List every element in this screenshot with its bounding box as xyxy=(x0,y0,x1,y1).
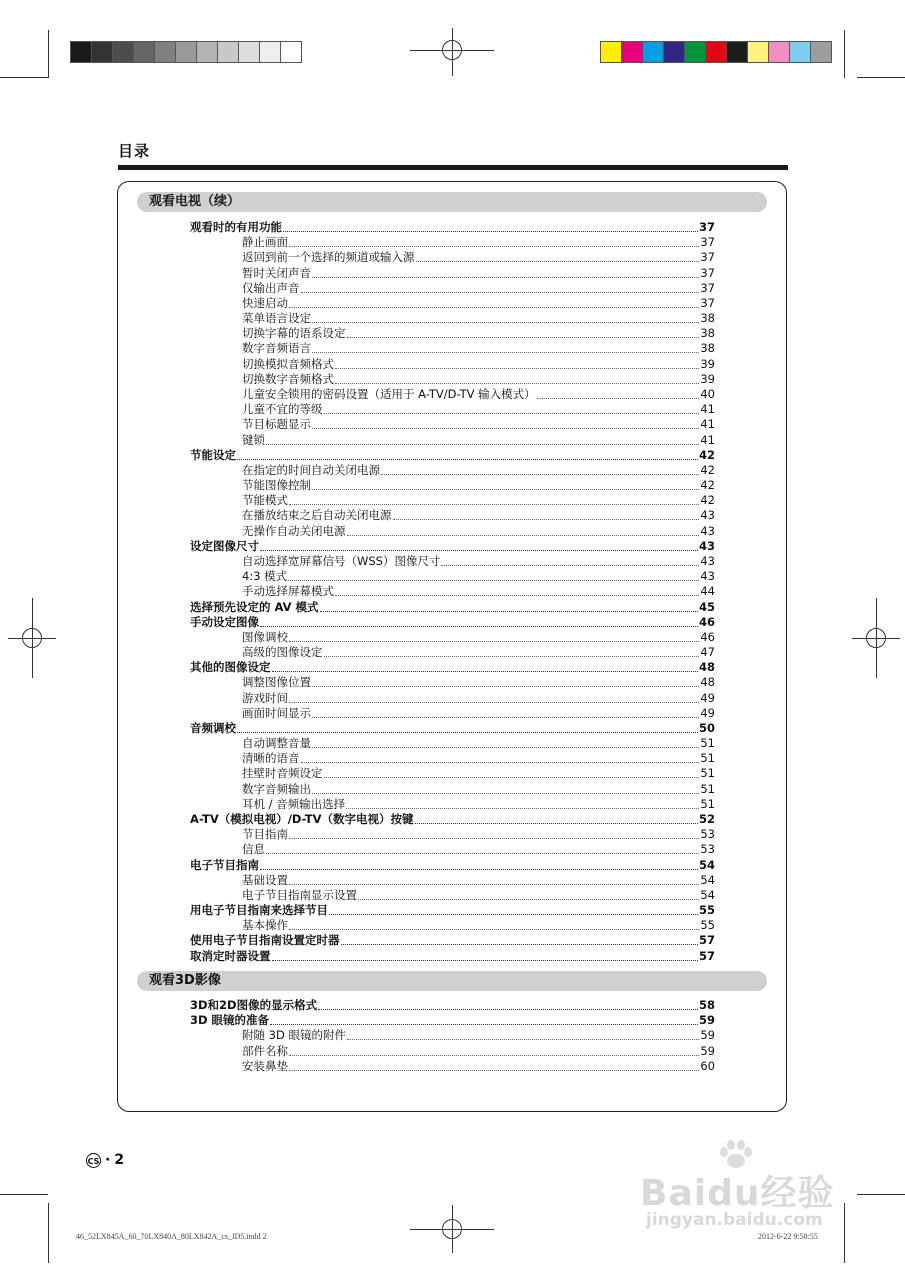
toc-entry-title: 切换字幕的语系设定 xyxy=(242,326,346,341)
toc-entry-title: 自动选择宽屏幕信号（WSS）图像尺寸 xyxy=(242,553,441,568)
dot-leader xyxy=(537,398,700,399)
toc-page-number: 51 xyxy=(700,781,715,796)
toc-page-number: 55 xyxy=(700,918,715,933)
toc-entry-row xyxy=(242,524,715,539)
dot-leader xyxy=(289,246,699,247)
dot-leader xyxy=(393,519,700,520)
calibration-swatch xyxy=(747,42,768,62)
dot-leader xyxy=(272,960,698,961)
toc-entry-title: 切换模拟音频格式 xyxy=(242,356,334,371)
toc-page-number: 37 xyxy=(700,250,715,265)
toc-page-number: 38 xyxy=(700,341,715,356)
toc-page-number: 54 xyxy=(700,872,715,887)
registration-mark xyxy=(442,1219,462,1239)
toc-entry-title: 使用电子节目指南设置定时器 xyxy=(190,933,340,948)
dot-leader xyxy=(266,853,699,854)
dot-leader xyxy=(335,383,699,384)
toc-entry-title: 静止画面 xyxy=(242,235,288,250)
calibration-swatch xyxy=(133,42,154,62)
toc-entry-row xyxy=(242,1028,715,1043)
toc-entry-row xyxy=(242,691,715,706)
dot-leader xyxy=(341,944,698,945)
toc-entry-title: 在播放结束之后自动关闭电源 xyxy=(242,508,392,523)
dot-leader xyxy=(260,626,698,627)
dot-leader xyxy=(415,823,698,824)
toc-entry-row xyxy=(242,554,715,569)
toc-heading-row xyxy=(190,448,715,463)
toc-entry-title: 仅输出声音 xyxy=(242,280,300,295)
toc-entry-title: 画面时间显示 xyxy=(242,705,311,720)
toc-heading-row xyxy=(190,660,715,675)
toc-entry-title: 图像调校 xyxy=(242,629,288,644)
toc-entry-row xyxy=(242,569,715,584)
toc-entry-title: 数字音频输出 xyxy=(242,781,311,796)
calibration-swatch xyxy=(663,42,684,62)
toc-page-number: 60 xyxy=(700,1058,715,1073)
toc-page-number: 41 xyxy=(700,432,715,447)
toc-heading-row xyxy=(190,1013,715,1028)
page-number xyxy=(86,1152,124,1168)
toc-entry-row xyxy=(242,1059,715,1074)
dot-leader xyxy=(347,1039,699,1040)
toc-page-number: 50 xyxy=(698,720,715,735)
calibration-swatch xyxy=(280,42,301,62)
toc-entry-title: 暂时关闭声音 xyxy=(242,265,311,280)
toc-page-number: 53 xyxy=(700,827,715,842)
toc-page-number: 54 xyxy=(700,887,715,902)
file-slug: 46_52LX845A_60_70LX840A_80LX842A_cs_ID5.indd 2 xyxy=(76,1232,267,1241)
page-number-value: 2 xyxy=(114,1152,125,1168)
toc-page-number: 46 xyxy=(698,614,715,629)
dot-leader xyxy=(260,869,698,870)
toc-page-number: 55 xyxy=(698,903,715,918)
dot-leader xyxy=(324,656,700,657)
dot-leader xyxy=(237,732,698,733)
toc-entry-title: 3D 眼镜的准备 xyxy=(190,1013,270,1028)
toc-entry-title: 4:3 模式 xyxy=(242,569,288,584)
registration-mark xyxy=(442,40,462,60)
toc-page-number: 51 xyxy=(700,751,715,766)
toc-entry-title: 节能图像控制 xyxy=(242,478,311,493)
calibration-swatch xyxy=(71,42,91,62)
dot-leader xyxy=(289,641,699,642)
toc-page-number: 46 xyxy=(700,629,715,644)
crop-mark xyxy=(48,30,49,78)
toc-entry-row xyxy=(242,296,715,311)
toc-entry-row xyxy=(242,797,715,812)
dot-leader xyxy=(312,352,699,353)
toc-heading-row xyxy=(190,903,715,918)
dot-leader xyxy=(346,808,699,809)
toc-heading-row xyxy=(190,615,715,630)
toc-page-number: 40 xyxy=(700,386,715,401)
page-separator: · xyxy=(105,1152,111,1168)
calibration-swatch xyxy=(196,42,217,62)
dot-leader xyxy=(289,1055,699,1056)
toc-entry-row xyxy=(242,873,715,888)
toc-heading-row xyxy=(190,220,715,235)
watermark-logo: Baidu经验 xyxy=(640,1173,835,1214)
toc-entry-row xyxy=(242,842,715,857)
toc-page-number: 37 xyxy=(700,295,715,310)
calibration-swatch xyxy=(154,42,175,62)
toc-page-number: 58 xyxy=(698,998,715,1012)
toc-entry-title: A-TV（模拟电视）/D-TV（数字电视）按键 xyxy=(190,812,414,827)
toc-entry-title: 返回到前一个选择的频道或输入源 xyxy=(242,250,415,265)
calibration-swatch xyxy=(112,42,133,62)
calibration-swatch xyxy=(684,42,705,62)
toc-page-number: 51 xyxy=(700,766,715,781)
dot-leader xyxy=(441,565,699,566)
toc-entry-row xyxy=(242,433,715,448)
toc-page-number: 39 xyxy=(700,356,715,371)
toc-entry-row xyxy=(242,417,715,432)
toc-entry-title: 手动选择屏幕模式 xyxy=(242,584,334,599)
toc-page-number: 42 xyxy=(700,462,715,477)
toc-entry-title: 设定图像尺寸 xyxy=(190,538,259,553)
toc-entry-title: 选择预先设定的 AV 模式 xyxy=(190,599,319,614)
toc-page-number: 37 xyxy=(700,280,715,295)
dot-leader xyxy=(260,550,698,551)
registration-mark xyxy=(866,628,886,648)
toc-entry-title: 清晰的语音 xyxy=(242,751,300,766)
toc-page-number: 47 xyxy=(700,645,715,660)
toc-entry-title: 音频调校 xyxy=(190,720,236,735)
toc-page-number: 53 xyxy=(700,842,715,857)
dot-leader xyxy=(347,535,700,536)
toc-page-number: 38 xyxy=(700,311,715,326)
toc-page-number: 41 xyxy=(700,417,715,432)
toc-page-number: 57 xyxy=(698,933,715,948)
calibration-swatch xyxy=(621,42,642,62)
calibration-swatch xyxy=(238,42,259,62)
toc-entry-row xyxy=(242,782,715,797)
toc-entry-title: 节能设定 xyxy=(190,447,236,462)
dot-leader xyxy=(270,1024,698,1025)
toc-entry-row xyxy=(242,918,715,933)
dot-leader xyxy=(289,307,699,308)
toc-entry-title: 儿童不宜的等级 xyxy=(242,402,323,417)
dot-leader xyxy=(358,899,699,900)
toc-page-number: 59 xyxy=(700,1028,715,1043)
calibration-swatch xyxy=(726,42,747,62)
header-rule xyxy=(118,165,788,170)
toc-page-number: 52 xyxy=(698,812,715,827)
toc-page-number: 43 xyxy=(700,553,715,568)
toc-entry-title: 游戏时间 xyxy=(242,690,288,705)
toc-entry-row xyxy=(242,357,715,372)
toc-page-number: 42 xyxy=(700,478,715,493)
dot-leader xyxy=(289,1070,699,1071)
toc-entry-title: 其他的图像设定 xyxy=(190,660,271,675)
toc-page-number: 51 xyxy=(700,736,715,751)
dot-leader xyxy=(318,1009,698,1010)
toc-entry-title: 取消定时器设置 xyxy=(190,948,271,963)
toc-page-number: 48 xyxy=(698,660,715,675)
toc-page-number: 37 xyxy=(698,220,715,234)
toc-entry-row xyxy=(242,402,715,417)
dot-leader xyxy=(289,702,699,703)
toc-entry-row xyxy=(242,706,715,721)
dot-leader xyxy=(237,459,698,460)
toc-heading-row xyxy=(190,933,715,948)
toc-entry-title: 挂壁时音频设定 xyxy=(242,766,323,781)
toc-entry-title: 耳机 / 音频输出选择 xyxy=(242,796,346,811)
calibration-swatch xyxy=(642,42,663,62)
toc-entry-row xyxy=(242,387,715,402)
toc-entry-title: 观看时的有用功能 xyxy=(190,220,282,234)
toc-entry-title: 节能模式 xyxy=(242,493,288,508)
toc-entry-title: 基础设置 xyxy=(242,872,288,887)
section-header: 观看电视（续） xyxy=(137,192,767,212)
dot-leader xyxy=(381,474,699,475)
dot-leader xyxy=(335,595,699,596)
crop-mark xyxy=(844,1203,845,1263)
dot-leader xyxy=(312,686,699,687)
toc-page-number: 42 xyxy=(700,493,715,508)
dot-leader xyxy=(266,444,699,445)
dot-leader xyxy=(416,261,700,262)
toc-entry-row xyxy=(242,827,715,842)
dot-leader xyxy=(347,337,700,338)
toc-page-number: 59 xyxy=(700,1043,715,1058)
toc-heading-row xyxy=(190,600,715,615)
toc-page-number: 59 xyxy=(698,1013,715,1028)
toc-page-number: 39 xyxy=(700,371,715,386)
dot-leader xyxy=(289,884,699,885)
calibration-swatch xyxy=(768,42,789,62)
toc-entry-title: 数字音频语言 xyxy=(242,341,311,356)
dot-leader xyxy=(329,914,698,915)
dot-leader xyxy=(301,292,700,293)
dot-leader xyxy=(335,368,699,369)
toc-page-number: 43 xyxy=(698,538,715,553)
dot-leader xyxy=(301,762,700,763)
watermark-url: jingyan.baidu.com xyxy=(646,1210,823,1230)
crop-mark xyxy=(0,77,48,78)
toc-entry-title: 调整图像位置 xyxy=(242,675,311,690)
dot-leader xyxy=(272,671,698,672)
toc-entry-title: 手动设定图像 xyxy=(190,614,259,629)
toc-entry-row xyxy=(242,1044,715,1059)
toc-entry-title: 无操作自动关闭电源 xyxy=(242,523,346,538)
toc-entry-row xyxy=(242,675,715,690)
toc-page-number: 41 xyxy=(700,402,715,417)
dot-leader xyxy=(312,428,699,429)
toc-page-number: 42 xyxy=(698,447,715,462)
crop-mark xyxy=(0,1194,48,1195)
toc-entry-title: 用电子节目指南来选择节目 xyxy=(190,903,328,918)
dot-leader xyxy=(288,580,699,581)
language-badge: CS xyxy=(86,1153,101,1168)
toc-page-number: 49 xyxy=(700,690,715,705)
date-slug: 2012-6-22 9:50:55 xyxy=(758,1232,818,1241)
dot-leader xyxy=(312,717,699,718)
toc-entry-title: 附随 3D 眼镜的附件 xyxy=(242,1028,346,1043)
toc-page-number: 48 xyxy=(700,675,715,690)
toc-entry-title: 自动调整音量 xyxy=(242,736,311,751)
calibration-swatch xyxy=(217,42,238,62)
toc-heading-row xyxy=(190,721,715,736)
toc-entry-row xyxy=(242,508,715,523)
toc-entry-title: 节目标题显示 xyxy=(242,417,311,432)
toc-entry-row xyxy=(242,235,715,250)
toc-entry-row xyxy=(242,584,715,599)
toc-page-number: 45 xyxy=(698,599,715,614)
calibration-swatch xyxy=(789,42,810,62)
dot-leader xyxy=(312,747,699,748)
toc-entry-row xyxy=(242,281,715,296)
toc-page-number: 57 xyxy=(698,948,715,963)
calibration-swatch xyxy=(175,42,196,62)
calibration-swatch xyxy=(601,42,621,62)
toc-heading-row xyxy=(190,812,715,827)
toc-entry-title: 高级的图像设定 xyxy=(242,645,323,660)
crop-mark xyxy=(48,1203,49,1263)
toc-page-number: 49 xyxy=(700,705,715,720)
toc-page-number: 37 xyxy=(700,235,715,250)
toc-page-number: 43 xyxy=(700,569,715,584)
crop-mark xyxy=(844,30,845,78)
dot-leader xyxy=(320,611,698,612)
dot-leader xyxy=(283,231,698,232)
toc-entry-title: 在指定的时间自动关闭电源 xyxy=(242,462,380,477)
page-title: 目录 xyxy=(118,142,151,160)
toc-entry-title: 安装鼻垫 xyxy=(242,1058,288,1073)
toc-entry-row xyxy=(242,266,715,281)
toc-entry-row xyxy=(242,341,715,356)
toc-page-number: 37 xyxy=(700,265,715,280)
toc-entry-title: 电子节目指南显示设置 xyxy=(242,887,357,902)
dot-leader xyxy=(312,793,699,794)
color-calibration-bar xyxy=(600,41,832,63)
toc-entry-title: 电子节目指南 xyxy=(190,857,259,872)
toc-heading-row xyxy=(190,949,715,964)
toc-entry-row xyxy=(242,766,715,781)
section-header: 观看3D影像 xyxy=(137,971,767,991)
toc-entry-row xyxy=(242,311,715,326)
grayscale-calibration-bar xyxy=(70,41,302,63)
toc-entry-row xyxy=(242,493,715,508)
toc-page-number: 43 xyxy=(700,523,715,538)
toc-entry-row xyxy=(242,645,715,660)
dot-leader xyxy=(289,838,699,839)
toc-heading-row xyxy=(190,539,715,554)
toc-heading-row xyxy=(190,998,715,1013)
toc-entry-row xyxy=(242,372,715,387)
toc-entry-title: 快速启动 xyxy=(242,295,288,310)
toc-entry-title: 基本操作 xyxy=(242,918,288,933)
dot-leader xyxy=(289,929,699,930)
toc-page-number: 54 xyxy=(698,857,715,872)
registration-mark xyxy=(22,628,42,648)
calibration-swatch xyxy=(705,42,726,62)
dot-leader xyxy=(312,277,699,278)
toc-entry-title: 键锁 xyxy=(242,432,265,447)
calibration-swatch xyxy=(810,42,831,62)
toc-entry-title: 部件名称 xyxy=(242,1043,288,1058)
toc-heading-row xyxy=(190,858,715,873)
toc-entry-row xyxy=(242,630,715,645)
toc-entry-title: 儿童安全锁用的密码设置（适用于 A-TV/D-TV 输入模式） xyxy=(242,386,536,401)
crop-mark xyxy=(857,77,905,78)
dot-leader xyxy=(312,322,699,323)
toc-entry-row xyxy=(242,736,715,751)
calibration-swatch xyxy=(259,42,280,62)
toc-entry-row xyxy=(242,326,715,341)
toc-entry-title: 切换数字音频格式 xyxy=(242,371,334,386)
toc-entry-row xyxy=(242,463,715,478)
toc-page-number: 44 xyxy=(700,584,715,599)
calibration-swatch xyxy=(91,42,112,62)
toc-entry-row xyxy=(242,478,715,493)
toc-page-number: 51 xyxy=(700,796,715,811)
dot-leader xyxy=(312,489,699,490)
crop-mark xyxy=(857,1194,905,1195)
toc-entry-row xyxy=(242,888,715,903)
toc-entry-row xyxy=(242,250,715,265)
toc-page-number: 43 xyxy=(700,508,715,523)
toc-entry-title: 节目指南 xyxy=(242,827,288,842)
dot-leader xyxy=(324,777,700,778)
dot-leader xyxy=(289,504,699,505)
toc-page-number: 38 xyxy=(700,326,715,341)
toc-entry-row xyxy=(242,751,715,766)
toc-entry-title: 信息 xyxy=(242,842,265,857)
dot-leader xyxy=(324,413,700,414)
toc-entry-title: 3D和2D图像的显示格式 xyxy=(190,998,318,1012)
toc-entry-title: 菜单语言设定 xyxy=(242,311,311,326)
